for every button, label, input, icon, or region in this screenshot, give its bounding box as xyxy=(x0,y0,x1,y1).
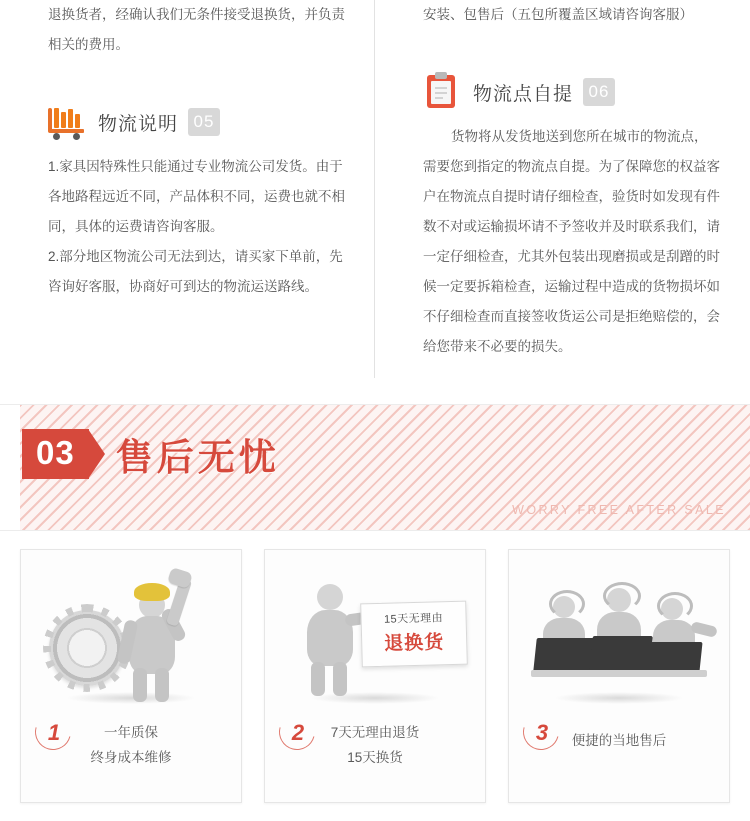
return-policy-illustration xyxy=(265,550,485,712)
pickup-heading-06 xyxy=(423,72,720,112)
banner-number: 03 xyxy=(22,429,89,479)
card-2-caption xyxy=(265,720,485,770)
logistics-section xyxy=(0,0,750,404)
clipboard-icon xyxy=(423,74,463,110)
after-sale-banner xyxy=(0,404,750,531)
headset-icon xyxy=(549,590,585,618)
right-intro-text: 安装、包售后（五包所覆盖区域请咨询客服） xyxy=(423,7,693,22)
gear-icon xyxy=(49,610,125,686)
support-team-illustration xyxy=(509,550,729,712)
card-2-caption-line-1: 7天无理由退货 xyxy=(330,725,420,740)
card-3-badge: 3 xyxy=(535,720,549,745)
return-sign-main-text: 退换货 xyxy=(383,632,445,655)
after-sale-cards xyxy=(0,531,750,821)
warranty-illustration xyxy=(21,550,241,712)
return-sign xyxy=(360,601,468,668)
card-1-badge: 1 xyxy=(47,720,61,745)
card-1-caption-line-2: 终身成本维修 xyxy=(90,750,172,765)
banner-heading-group xyxy=(22,427,280,481)
return-sign-top-text: 15天无理由 xyxy=(383,612,444,626)
pickup-paragraph-1: 货物将从发货地送到您所在城市的物流点，需要您到指定的物流点自提。为了保障您的权益客户在物流点自提时请仔细检查，验货时如发现有件数不对或运输损坏请不予签收并及时联系我们，请一定仔细检查，尤其外包装出现磨损或是刮蹭的时候一定要拆箱检查，运输过程中造成的货物损坏如不仔细检查而直接签收货运公司是拒绝赔偿的，会给您带来不必要的损失。 xyxy=(423,129,720,354)
after-sale-card-1[interactable] xyxy=(20,549,242,803)
banner-title: 售后无忧 xyxy=(115,437,280,478)
banner-arrow-icon xyxy=(88,429,105,479)
card-2-caption-line-2: 15天换货 xyxy=(347,750,403,765)
pickup-heading-number: 06 xyxy=(583,78,615,106)
headset-icon-3 xyxy=(657,592,693,620)
logistics-left-column xyxy=(0,0,375,404)
logistics-heading-05 xyxy=(48,102,353,142)
left-intro-text: 退换货者，经确认我们无条件接受退换货，并负责相关的费用。 xyxy=(48,7,345,52)
card-3-caption xyxy=(509,728,729,753)
banner-left-mask xyxy=(0,405,20,530)
truck-icon xyxy=(48,104,88,140)
banner-subtitle: WORRY FREE AFTER SALE xyxy=(512,503,726,517)
card-1-caption xyxy=(21,720,241,770)
logistics-paragraph-1: 1.家具因特殊性只能通过专业物流公司发货。由于各地路程远近不同，产品体积不同，运费也就不相同，具体的运费请咨询客服。 xyxy=(48,159,345,234)
card-1-caption-line-1: 一年质保 xyxy=(104,725,158,740)
headset-icon-2 xyxy=(603,582,641,610)
after-sale-card-3[interactable] xyxy=(508,549,730,803)
logistics-heading-number: 05 xyxy=(188,108,220,136)
logistics-heading-title: 物流说明 xyxy=(98,113,179,135)
after-sale-card-2[interactable] xyxy=(264,549,486,803)
card-3-caption-line-1: 便捷的当地售后 xyxy=(571,733,667,748)
pickup-heading-title: 物流点自提 xyxy=(473,83,574,105)
card-2-badge: 2 xyxy=(291,720,305,745)
logistics-paragraph-2: 2.部分地区物流公司无法到达，请买家下单前，先咨询好客服，协商好可到达的物流运送路线。 xyxy=(48,249,343,294)
logistics-right-column xyxy=(375,0,750,404)
